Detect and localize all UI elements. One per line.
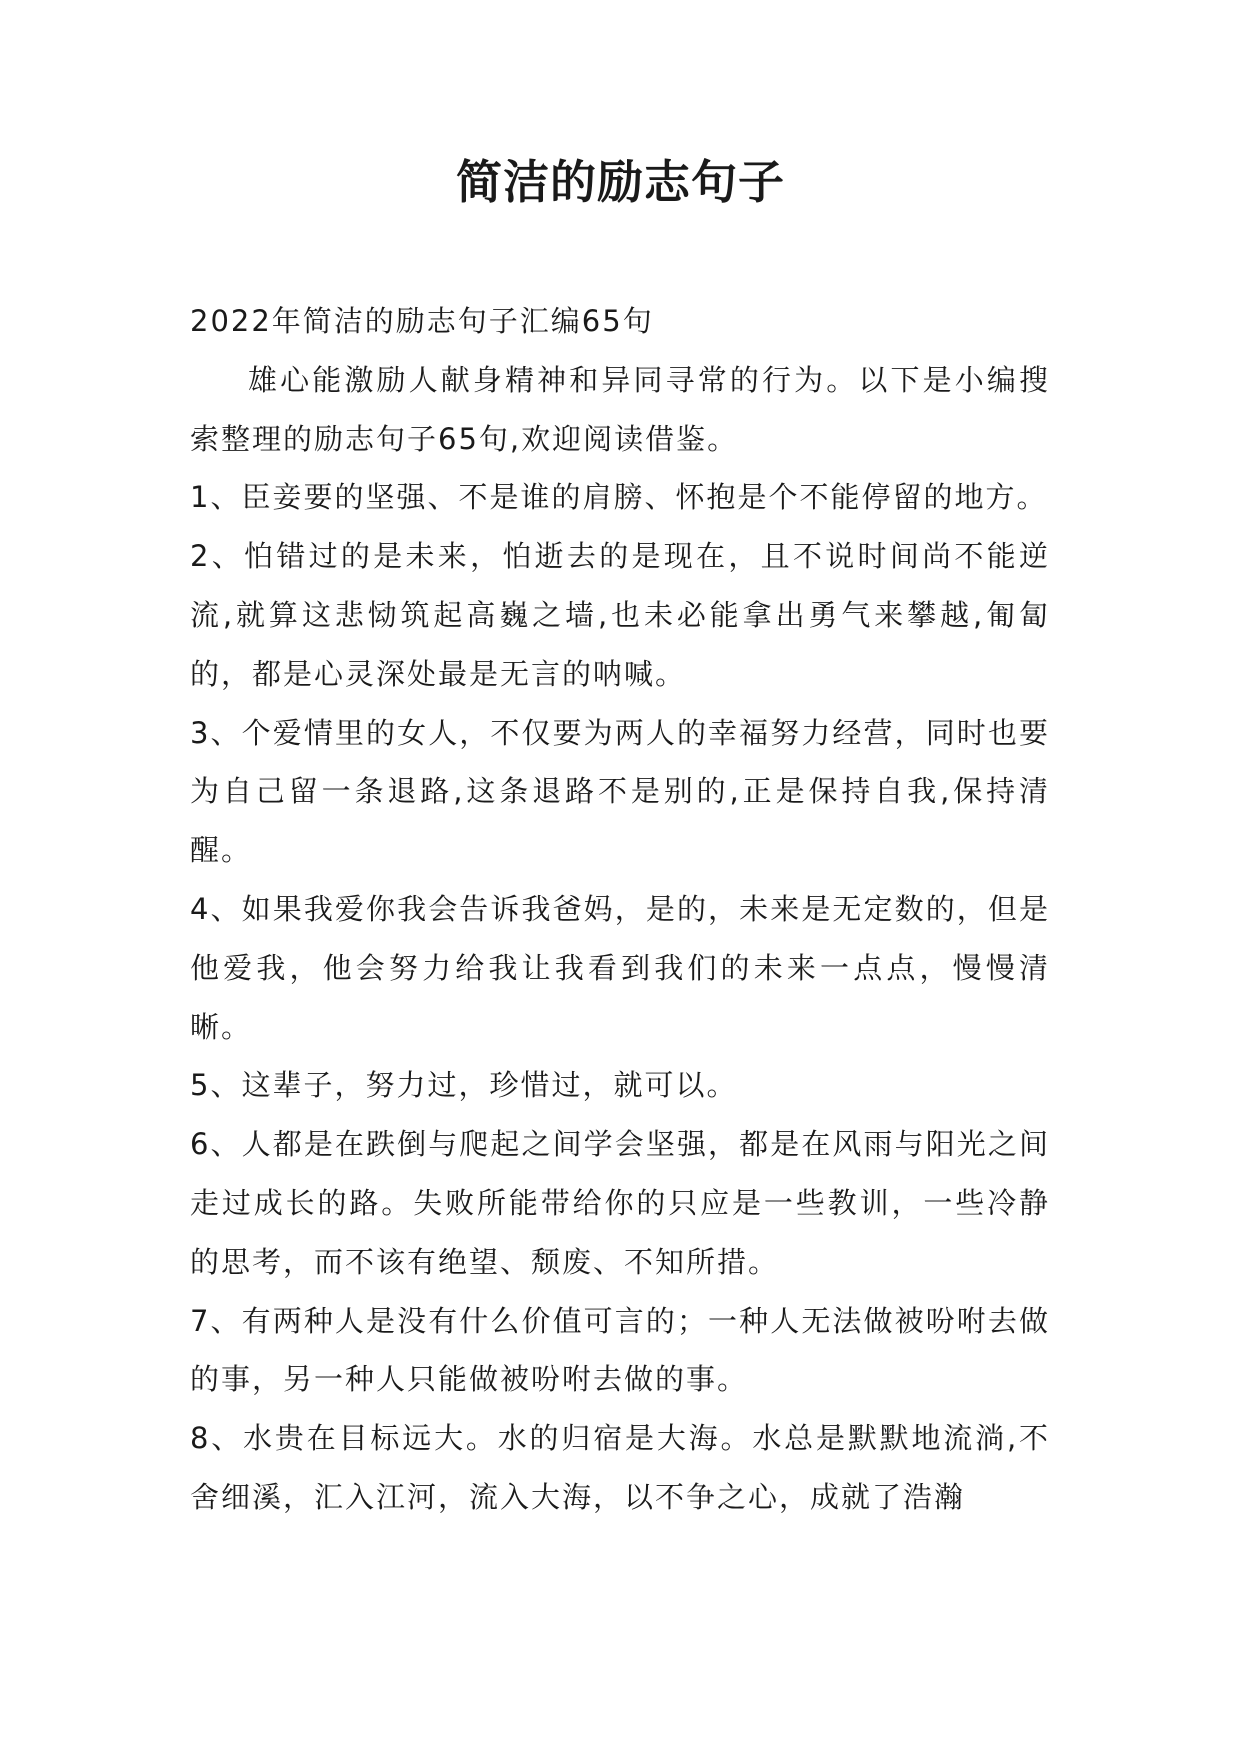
quote-item-7: 7、有两种人是没有什么价值可言的；一种人无法做被吩咐去做的事，另一种人只能做被吩咐去做的事。 bbox=[190, 1303, 1050, 1397]
document-subtitle: 2022年简洁的励志句子汇编65句 bbox=[190, 304, 654, 338]
quote-item-4: 4、如果我爱你我会告诉我爸妈，是的，未来是无定数的，但是他爱我，他会努力给我让我看到我们的未来一点点，慢慢清晰。 bbox=[190, 891, 1050, 1044]
quote-item-6: 6、人都是在跌倒与爬起之间学会坚强，都是在风雨与阳光之间走过成长的路。失败所能带给你的只应是一些教训，一些冷静的思考，而不该有绝望、颓废、不知所措。 bbox=[190, 1127, 1050, 1279]
quote-item-1: 1、臣妾要的坚强、不是谁的肩膀、怀抱是个不能停留的地方。 bbox=[190, 480, 1048, 515]
document-body bbox=[190, 292, 1050, 1527]
intro-paragraph: 雄心能激励人献身精神和异同寻常的行为。以下是小编搜索整理的励志句子65句,欢迎阅读借鉴。 bbox=[190, 362, 1050, 456]
quote-item-5: 5、这辈子，努力过，珍惜过，就可以。 bbox=[190, 1068, 738, 1103]
quote-item-3: 3、个爱情里的女人，不仅要为两人的幸福努力经营，同时也要为自己留一条退路,这条退路不是别的,正是保持自我,保持清醒。 bbox=[190, 715, 1050, 868]
quote-item-8: 8、水贵在目标远大。水的归宿是大海。水总是默默地流淌,不舍细溪，汇入江河，流入大海，以不争之心，成就了浩瀚 bbox=[190, 1421, 1050, 1514]
quote-item-2: 2、怕错过的是未来，怕逝去的是现在，且不说时间尚不能逆流,就算这悲恸筑起高巍之墙,也未必能拿出勇气来攀越,匍匐的，都是心灵深处最是无言的呐喊。 bbox=[190, 539, 1050, 691]
document-title: 简洁的励志句子 bbox=[456, 155, 785, 209]
